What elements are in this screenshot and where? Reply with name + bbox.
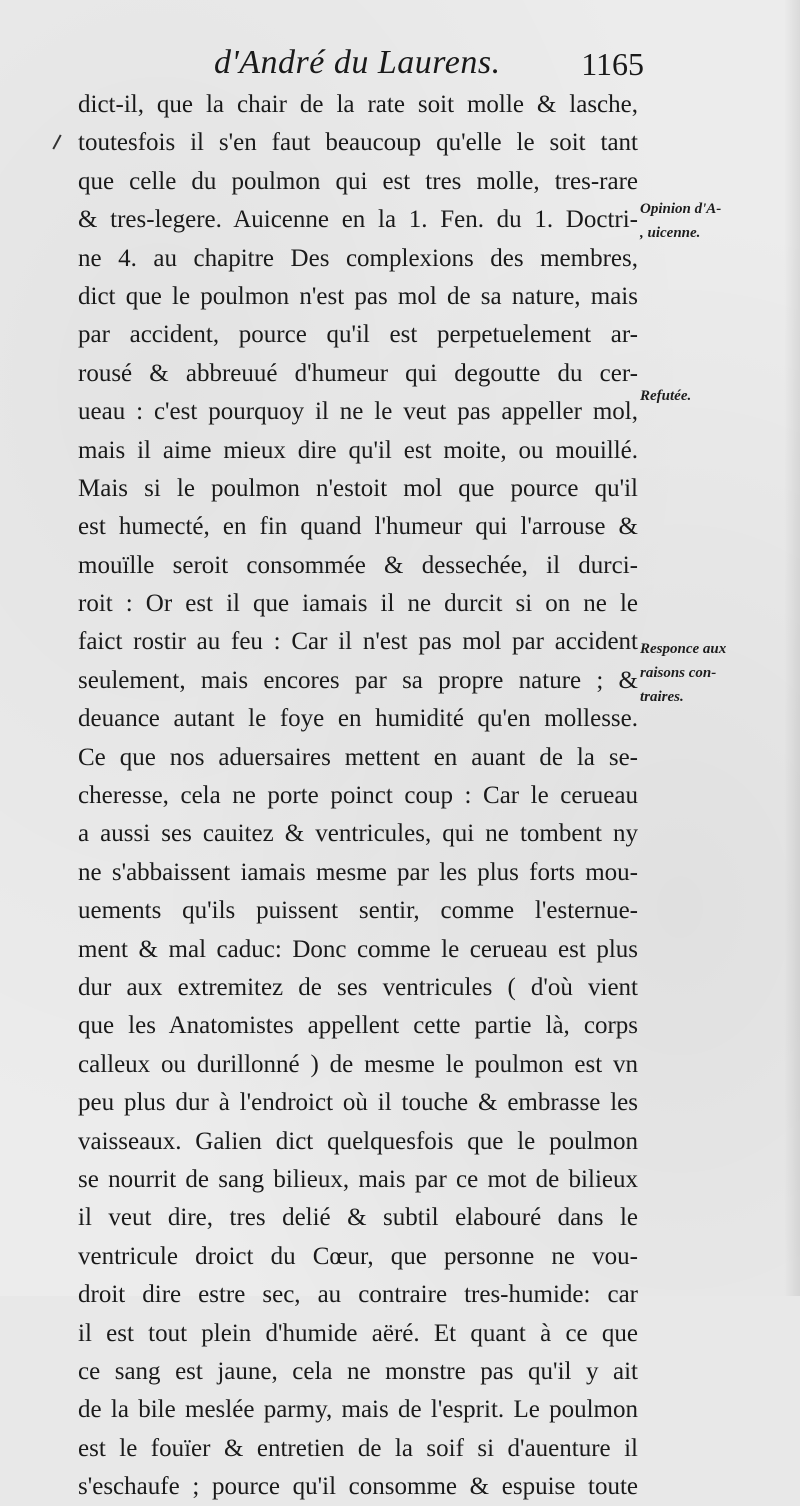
text-line: vaisseaux. Galien dict quelquesfois que le poulmon xyxy=(78,1127,638,1155)
text-line: deuance autant le foye en humidité qu'en mollesse. xyxy=(78,705,638,733)
marginal-note-line: Opinion d'A- xyxy=(640,201,722,217)
text-line: & tres-legere. Auicenne en la 1. Fen. du 1. Doctri- xyxy=(78,206,638,234)
text-line: ment & mal caduc: Donc comme le cerueau est plus xyxy=(78,935,638,963)
text-line: dur aux extremitez de ses ventricules ( d'où vient xyxy=(78,973,638,1001)
running-head xyxy=(214,44,644,84)
text-line: rousé & abbreuué d'humeur qui degoutte du cer- xyxy=(78,359,638,387)
text-line: seulement, mais encores par sa propre nature ; & xyxy=(78,666,638,694)
text-line: par accident, pource qu'il est perpetuelement ar- xyxy=(78,321,638,349)
marginal-note-opinion xyxy=(640,197,800,245)
text-line: calleux ou durillonné ) de mesme le poulmon est vn xyxy=(78,1050,638,1078)
marginal-note-line: Refutée. xyxy=(640,388,692,404)
text-line: ventricule droict du Cœur, que personne ne vou- xyxy=(78,1242,638,1270)
marginal-note-refutee xyxy=(640,384,800,408)
text-line: ne 4. au chapitre Des complexions des membres, xyxy=(78,244,638,272)
marginal-note-line: Responce aux xyxy=(640,641,727,657)
marginal-note-responce xyxy=(640,637,800,709)
text-line: Mais si le poulmon n'estoit mol que pource qu'il xyxy=(78,474,638,502)
text-line: s'eschaufe ; pource qu'il consomme & espuise toute xyxy=(78,1473,638,1501)
text-line: il veut dire, tres delié & subtil elabouré dans le xyxy=(78,1204,638,1232)
text-line: ueau : c'est pourquoy il ne le veut pas appeller mol, xyxy=(78,398,638,426)
text-line: Ce que nos aduersaires mettent en auant de la se- xyxy=(78,743,638,771)
text-line: ne s'abbaissent iamais mesme par les plus forts mou- xyxy=(78,858,638,886)
running-title: d'André du Laurens. xyxy=(214,44,501,81)
marginal-note-line: raisons con- xyxy=(640,665,717,681)
ink-mark xyxy=(52,134,61,149)
text-line: est humecté, en fin quand l'humeur qui l'arrouse & xyxy=(78,513,638,541)
text-line: dict-il, que la chair de la rate soit molle & lasche, xyxy=(78,91,638,118)
text-line: de la bile meslée parmy, mais de l'esprit. Le poulmon xyxy=(78,1396,638,1424)
marginal-note-line: traires. xyxy=(640,689,684,705)
text-line: mouïlle seroit consommée & dessechée, il durci- xyxy=(78,551,638,579)
text-line: dict que le poulmon n'est pas mol de sa nature, mais xyxy=(78,282,638,310)
body-text xyxy=(78,86,638,1506)
text-line: roit : Or est il que iamais il ne durcit si on ne le xyxy=(78,590,638,618)
text-line: se nourrit de sang bilieux, mais par ce mot de bilieux xyxy=(78,1165,638,1193)
text-line: mais il aime mieux dire qu'il est moite, ou mouillé. xyxy=(78,436,638,464)
marginal-note-line: , uicenne. xyxy=(640,225,701,241)
text-line: droit dire estre sec, au contraire tres-humide: car xyxy=(78,1281,638,1309)
text-line: uements qu'ils puissent sentir, comme l'esternue- xyxy=(78,897,638,925)
text-line: cheresse, cela ne porte poinct coup : Car le cerueau xyxy=(78,782,638,810)
text-line: ce sang est jaune, cela ne monstre pas qu'il y ait xyxy=(78,1357,638,1385)
text-line: il est tout plein d'humide aëré. Et quant à ce que xyxy=(78,1319,638,1347)
text-line: faict rostir au feu : Car il n'est pas mol par accident xyxy=(78,628,638,656)
page-number: 1165 xyxy=(581,46,644,82)
text-line: a aussi ses cauitez & ventricules, qui ne tombent ny xyxy=(78,820,638,848)
text-line: peu plus dur à l'endroict où il touche & embrasse les xyxy=(78,1089,638,1117)
text-line: que les Anatomistes appellent cette partie là, corps xyxy=(78,1012,638,1040)
text-line: que celle du poulmon qui est tres molle, tres-rare xyxy=(78,167,638,195)
text-line: toutesfois il s'en faut beaucoup qu'elle le soit tant xyxy=(78,129,638,157)
text-line: est le fouïer & entretien de la soif si d'auenture il xyxy=(78,1434,638,1462)
